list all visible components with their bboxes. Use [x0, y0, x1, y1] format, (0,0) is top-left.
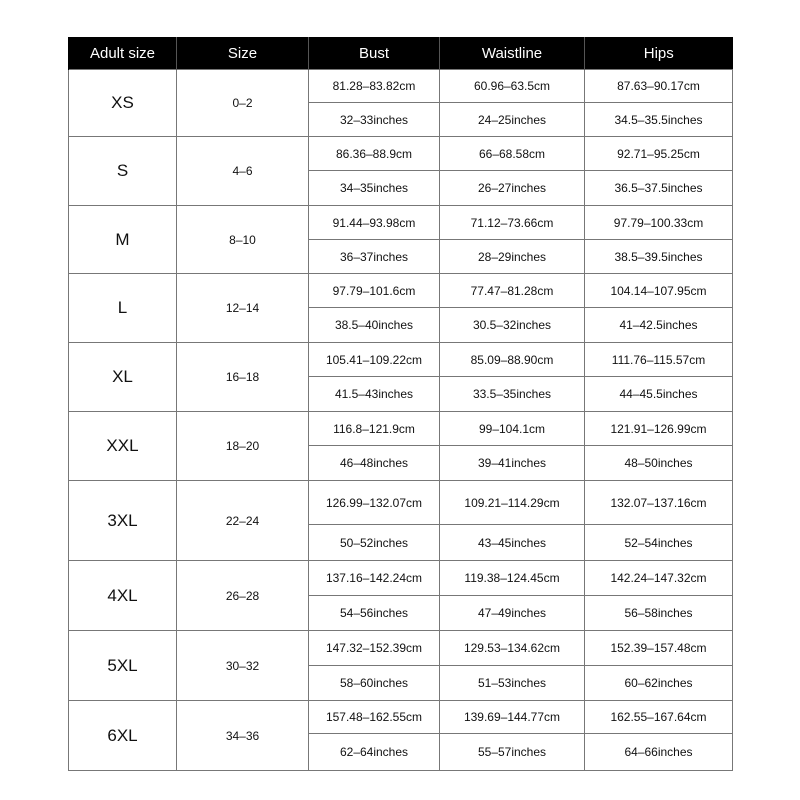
- bust-cm-cell: 116.8–121.9cm: [309, 412, 440, 446]
- bust-inches-cell: 36–37inches: [309, 240, 440, 274]
- bust-inches-cell: 54–56inches: [309, 596, 440, 631]
- hips-inches-cell: 52–54inches: [585, 525, 733, 561]
- size-chart: [68, 37, 732, 771]
- hips-inches-cell: 44–45.5inches: [585, 377, 733, 412]
- waist-inches-cell: 30.5–32inches: [440, 308, 585, 343]
- hips-cm-cell: 97.79–100.33cm: [585, 206, 733, 240]
- waist-inches-cell: 28–29inches: [440, 240, 585, 274]
- header-size: Size: [177, 37, 309, 70]
- size-range-cell: 4–6: [177, 137, 309, 206]
- table-row: [69, 70, 733, 103]
- waist-cm-cell: 60.96–63.5cm: [440, 70, 585, 103]
- header-waistline: Waistline: [440, 37, 585, 70]
- waist-inches-cell: 55–57inches: [440, 734, 585, 771]
- waist-cm-cell: 66–68.58cm: [440, 137, 585, 171]
- header-row: [69, 37, 733, 70]
- waist-inches-cell: 51–53inches: [440, 666, 585, 701]
- size-range-cell: 16–18: [177, 343, 309, 412]
- adult-size-cell: 5XL: [69, 631, 177, 701]
- waist-inches-cell: 26–27inches: [440, 171, 585, 206]
- adult-size-cell: M: [69, 206, 177, 274]
- adult-size-cell: S: [69, 137, 177, 206]
- bust-inches-cell: 58–60inches: [309, 666, 440, 701]
- adult-size-cell: 6XL: [69, 701, 177, 771]
- bust-cm-cell: 137.16–142.24cm: [309, 561, 440, 596]
- waist-inches-cell: 33.5–35inches: [440, 377, 585, 412]
- size-range-cell: 0–2: [177, 70, 309, 137]
- table-body: [69, 70, 733, 771]
- bust-cm-cell: 105.41–109.22cm: [309, 343, 440, 377]
- bust-cm-cell: 126.99–132.07cm: [309, 481, 440, 525]
- hips-inches-cell: 60–62inches: [585, 666, 733, 701]
- bust-cm-cell: 91.44–93.98cm: [309, 206, 440, 240]
- size-range-cell: 22–24: [177, 481, 309, 561]
- hips-cm-cell: 104.14–107.95cm: [585, 274, 733, 308]
- waist-cm-cell: 85.09–88.90cm: [440, 343, 585, 377]
- hips-inches-cell: 64–66inches: [585, 734, 733, 771]
- bust-inches-cell: 50–52inches: [309, 525, 440, 561]
- waist-inches-cell: 43–45inches: [440, 525, 585, 561]
- header-bust: Bust: [309, 37, 440, 70]
- adult-size-cell: L: [69, 274, 177, 343]
- hips-cm-cell: 152.39–157.48cm: [585, 631, 733, 666]
- size-table: [68, 37, 733, 771]
- table-row: [69, 561, 733, 596]
- size-range-cell: 26–28: [177, 561, 309, 631]
- bust-inches-cell: 38.5–40inches: [309, 308, 440, 343]
- bust-inches-cell: 41.5–43inches: [309, 377, 440, 412]
- bust-cm-cell: 157.48–162.55cm: [309, 701, 440, 734]
- size-range-cell: 12–14: [177, 274, 309, 343]
- hips-inches-cell: 38.5–39.5inches: [585, 240, 733, 274]
- hips-cm-cell: 87.63–90.17cm: [585, 70, 733, 103]
- table-row: [69, 206, 733, 240]
- adult-size-cell: XL: [69, 343, 177, 412]
- waist-cm-cell: 77.47–81.28cm: [440, 274, 585, 308]
- table-row: [69, 343, 733, 377]
- table-row: [69, 481, 733, 525]
- hips-cm-cell: 162.55–167.64cm: [585, 701, 733, 734]
- table-row: [69, 631, 733, 666]
- waist-cm-cell: 139.69–144.77cm: [440, 701, 585, 734]
- bust-cm-cell: 81.28–83.82cm: [309, 70, 440, 103]
- waist-inches-cell: 24–25inches: [440, 103, 585, 137]
- bust-inches-cell: 62–64inches: [309, 734, 440, 771]
- size-range-cell: 18–20: [177, 412, 309, 481]
- header-hips: Hips: [585, 37, 733, 70]
- size-range-cell: 30–32: [177, 631, 309, 701]
- bust-inches-cell: 46–48inches: [309, 446, 440, 481]
- hips-inches-cell: 56–58inches: [585, 596, 733, 631]
- hips-cm-cell: 121.91–126.99cm: [585, 412, 733, 446]
- table-row: [69, 274, 733, 308]
- waist-inches-cell: 47–49inches: [440, 596, 585, 631]
- bust-inches-cell: 34–35inches: [309, 171, 440, 206]
- hips-cm-cell: 111.76–115.57cm: [585, 343, 733, 377]
- hips-cm-cell: 142.24–147.32cm: [585, 561, 733, 596]
- size-range-cell: 34–36: [177, 701, 309, 771]
- adult-size-cell: XS: [69, 70, 177, 137]
- size-range-cell: 8–10: [177, 206, 309, 274]
- bust-cm-cell: 147.32–152.39cm: [309, 631, 440, 666]
- hips-inches-cell: 36.5–37.5inches: [585, 171, 733, 206]
- waist-inches-cell: 39–41inches: [440, 446, 585, 481]
- adult-size-cell: 3XL: [69, 481, 177, 561]
- waist-cm-cell: 99–104.1cm: [440, 412, 585, 446]
- adult-size-cell: 4XL: [69, 561, 177, 631]
- hips-cm-cell: 132.07–137.16cm: [585, 481, 733, 525]
- adult-size-cell: XXL: [69, 412, 177, 481]
- header-adult-size: Adult size: [69, 37, 177, 70]
- table-row: [69, 412, 733, 446]
- hips-inches-cell: 48–50inches: [585, 446, 733, 481]
- waist-cm-cell: 129.53–134.62cm: [440, 631, 585, 666]
- waist-cm-cell: 109.21–114.29cm: [440, 481, 585, 525]
- waist-cm-cell: 119.38–124.45cm: [440, 561, 585, 596]
- bust-cm-cell: 86.36–88.9cm: [309, 137, 440, 171]
- bust-cm-cell: 97.79–101.6cm: [309, 274, 440, 308]
- waist-cm-cell: 71.12–73.66cm: [440, 206, 585, 240]
- hips-inches-cell: 34.5–35.5inches: [585, 103, 733, 137]
- hips-inches-cell: 41–42.5inches: [585, 308, 733, 343]
- table-row: [69, 701, 733, 734]
- table-row: [69, 137, 733, 171]
- hips-cm-cell: 92.71–95.25cm: [585, 137, 733, 171]
- bust-inches-cell: 32–33inches: [309, 103, 440, 137]
